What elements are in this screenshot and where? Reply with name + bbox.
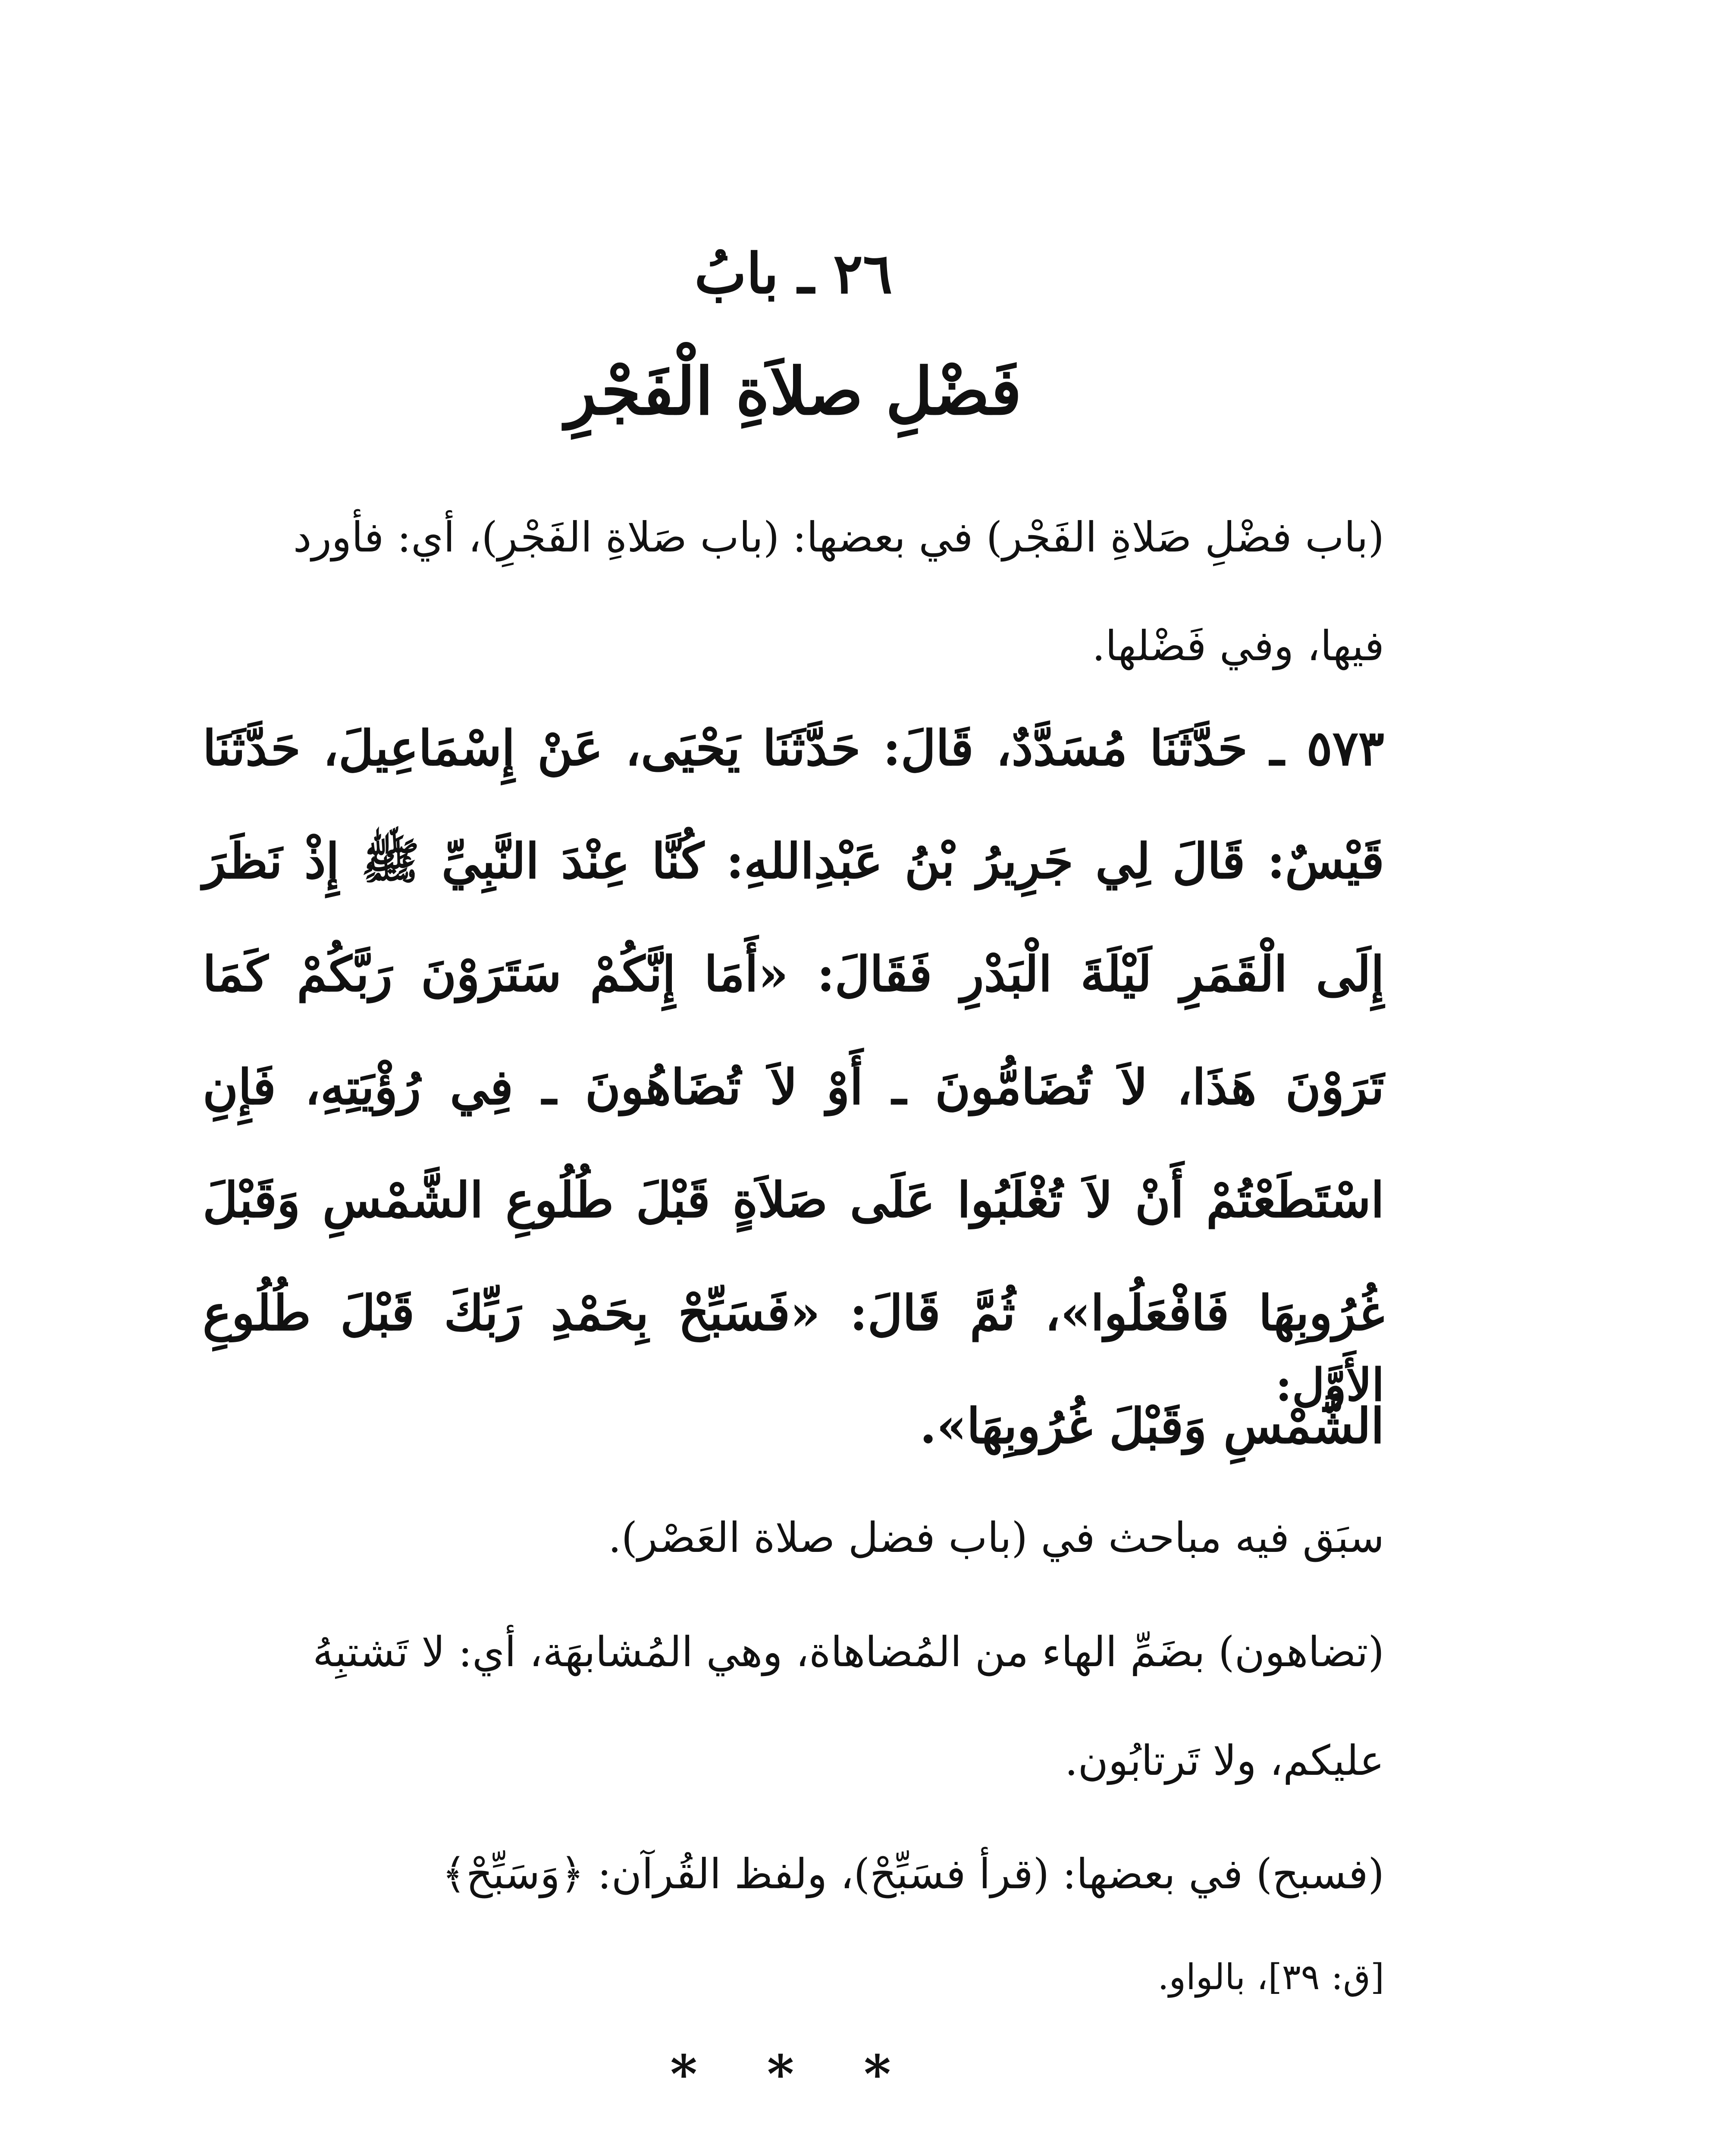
intro-paragraph: (باب فضْلِ صَلاةِ الفَجْر) في بعضها: (باب صَلاةِ الفَجْرِ)، أي: فأورد فيها، وفي فَضْلها. bbox=[293, 513, 1384, 670]
hadith-573: ٥٧٣ ـ حَدَّثَنَا مُسَدَّدٌ، قَالَ: حَدَّثَنَا يَحْيَى، عَنْ إِسْمَاعِيلَ، حَدَّثَنَا قَيْسٌ: قَالَ لِي جَرِيرُ بْنُ عَبْدِاللهِ: كُنَّا عِنْدَ النَّبِيِّ ﷺ إِذْ نَظَرَ إِلَى الْقَمَرِ لَيْلَةَ الْبَدْرِ فَقَالَ: «أَمَا إِنَّكُمْ سَتَرَوْنَ رَبَّكُمْ كَمَا تَرَوْنَ هَذَا، لاَ تُضَامُّونَ ـ أَوْ لاَ تُضَاهُونَ ـ فِي رُؤْيَتِهِ، فَإِنِ اسْتَطَعْتُمْ أَنْ لاَ تُغْلَبُوا عَلَى صَلاَةٍ قَبْلَ طُلُوعِ الشَّمْسِ وَقَبْلَ غُرُوبِهَا فَافْعَلُوا»، ثُمَّ قَالَ: «فَسَبِّحْ بِحَمْدِ رَبِّكَ قَبْلَ طُلُوعِ الشَّمْسِ وَقَبْلَ غُرُوبِهَا». bbox=[203, 720, 1384, 1454]
section-separator: * * * bbox=[670, 2044, 917, 2105]
section-heading: الأَوَّل: bbox=[1275, 1358, 1384, 1411]
chapter-number: ٢٦ ـ بابُ bbox=[694, 241, 893, 306]
note-paragraph-3: (فسبح) في بعضها: (قرأ فسَبِّحْ)، ولفظ القُرآن: ﴿وَسَبِّحْ﴾ bbox=[442, 1850, 1384, 1898]
note-paragraph-1: سبَق فيه مباحث في (باب فضل صلاة العَصْر). bbox=[608, 1514, 1384, 1562]
chapter-title: فَضْلِ صلاَةِ الْفَجْرِ bbox=[565, 354, 1022, 429]
quran-reference: [ق: ٣٩]، بالواو. bbox=[1157, 1957, 1384, 1998]
note-paragraph-2: (تضاهون) بضَمِّ الهاء من المُضاهاة، وهي المُشابهَة، أي: لا تَشتبِهُ عليكم، ولا تَرتابُون. bbox=[313, 1628, 1384, 1785]
